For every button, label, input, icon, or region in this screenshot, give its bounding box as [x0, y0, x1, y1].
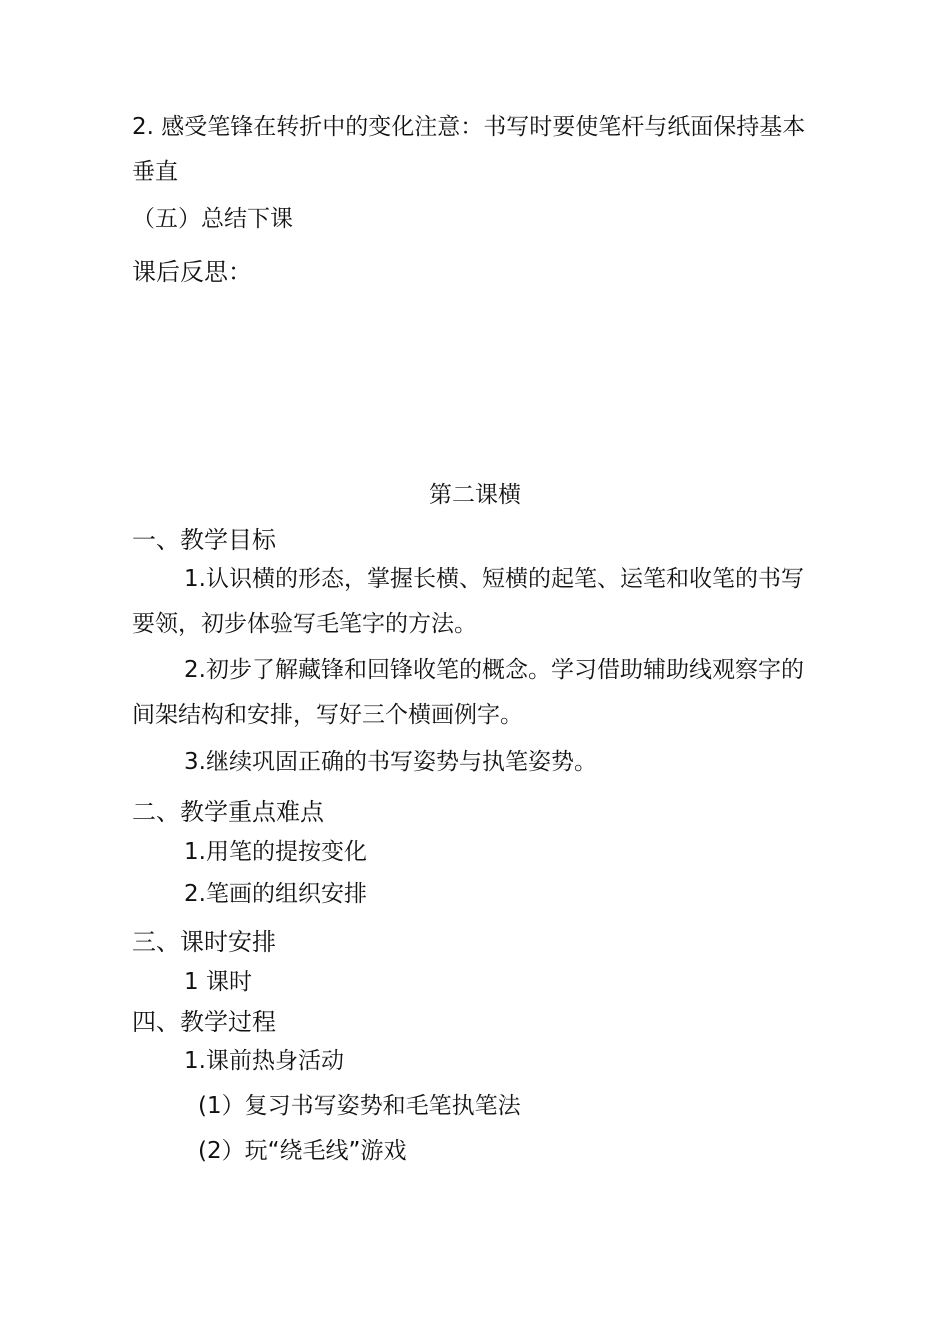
sec1-heading: 一、教学目标 [132, 526, 276, 554]
item2-line2: 垂直 [132, 159, 178, 185]
key-point-2: 2.笔画的组织安排 [184, 881, 367, 907]
lesson2-title: 第二课横 [429, 482, 521, 508]
sec3-heading: 三、课时安排 [132, 928, 276, 956]
goal3: 3.继续巩固正确的书写姿势与执笔姿势。 [184, 749, 597, 775]
goal1-line1: 1.认识横的形态，掌握长横、短横的起笔、运笔和收笔的书写 [184, 566, 804, 592]
sec2-heading: 二、教学重点难点 [132, 798, 324, 826]
goal2-line1: 2.初步了解藏锋和回锋收笔的概念。学习借助辅助线观察字的 [184, 657, 804, 683]
item2-line1: 2. 感受笔锋在转折中的变化注意：书写时要使笔杆与纸面保持基本 [132, 114, 806, 140]
section5-heading: （五）总结下课 [132, 206, 293, 232]
key-point-1: 1.用笔的提按变化 [184, 839, 367, 865]
sec4-heading: 四、教学过程 [132, 1008, 276, 1036]
process-step1-a: (1）复习书写姿势和毛笔执笔法 [198, 1093, 521, 1119]
goal1-line2: 要领，初步体验写毛笔字的方法。 [132, 611, 477, 637]
goal2-line2: 间架结构和安排，写好三个横画例字。 [132, 702, 523, 728]
class-hours: 1 课时 [184, 969, 252, 995]
reflection-label: 课后反思： [132, 258, 252, 286]
process-step1-b: (2）玩“绕毛线”游戏 [198, 1138, 407, 1164]
process-step1: 1.课前热身活动 [184, 1048, 344, 1074]
